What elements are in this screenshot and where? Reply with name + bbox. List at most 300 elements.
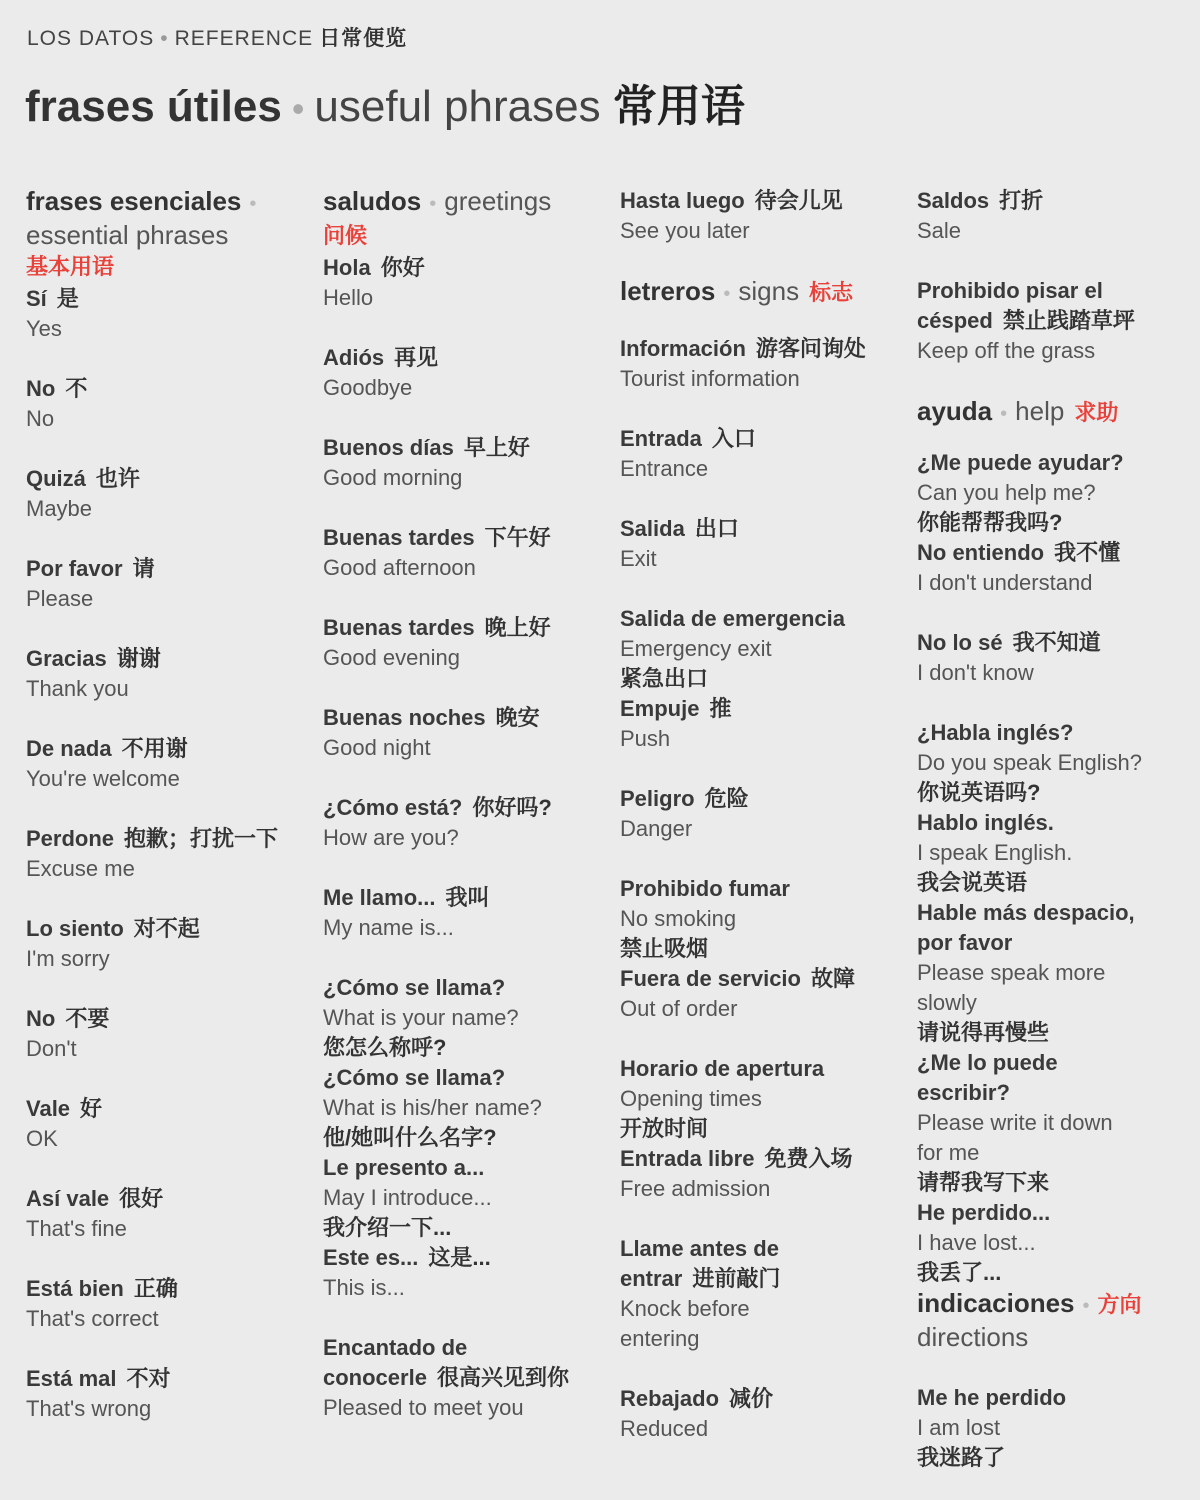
phrase-spanish: Fuera de servicio <box>620 966 801 991</box>
phrase-english: Maybe <box>26 496 93 521</box>
phrase-spanish-line <box>917 306 1200 336</box>
phrase-english: Sale <box>917 218 962 243</box>
phrase-english: Reduced <box>620 1416 709 1441</box>
phrase-english: Emergency exit <box>620 636 772 661</box>
phrase-english: Pleased to meet you <box>323 1395 524 1420</box>
phrase-chinese: 开放时间 <box>620 1116 709 1141</box>
phrase-spanish-line <box>620 334 908 364</box>
phrase-spanish: Prohibido fumar <box>620 876 790 901</box>
phrase-spanish-line <box>620 784 908 814</box>
phrase-entry <box>917 1383 1200 1473</box>
phrase-spanish-line <box>26 554 314 584</box>
phrase-entry <box>620 514 908 574</box>
phrase-spanish: Hola <box>323 255 371 280</box>
phrase-english: What is your name? <box>323 1005 519 1030</box>
phrase-spanish: Hable más despacio, <box>917 900 1135 925</box>
phrase-spanish-line <box>620 186 908 216</box>
phrase-english: My name is... <box>323 915 454 940</box>
phrase-chinese: 是 <box>56 286 79 311</box>
phrase-chinese: 对不起 <box>133 916 200 941</box>
section-chinese: 方向 <box>1097 1292 1142 1317</box>
phrase-chinese: 危险 <box>704 786 749 811</box>
phrase-english: What is his/her name? <box>323 1095 542 1120</box>
phrase-english: I am lost <box>917 1415 1001 1440</box>
phrase-chinese: 进前敲门 <box>692 1266 781 1291</box>
phrase-chinese: 很高兴见到你 <box>436 1365 569 1390</box>
phrase-spanish: Información <box>620 336 746 361</box>
phrase-chinese: 我丢了... <box>917 1260 1002 1285</box>
phrase-spanish: Lo siento <box>26 916 124 941</box>
phrase-spanish: ¿Cómo se llama? <box>323 975 506 1000</box>
phrase-spanish: Buenas tardes <box>323 615 475 640</box>
phrase-english: Push <box>620 726 671 751</box>
phrase-entry <box>917 808 1200 898</box>
phrase-spanish: Saldos <box>917 188 990 213</box>
phrase-spanish: No entiendo <box>917 540 1045 565</box>
phrase-entry <box>323 1063 611 1153</box>
phrase-chinese: 我会说英语 <box>917 870 1028 895</box>
phrase-entry <box>917 1198 1200 1288</box>
header-reference: REFERENCE <box>174 27 314 50</box>
phrase-spanish: Quizá <box>26 466 86 491</box>
phrase-entry <box>26 1364 314 1424</box>
phrase-chinese: 早上好 <box>463 435 530 460</box>
phrase-spanish: Entrada <box>620 426 702 451</box>
phrase-spanish: Le presento a... <box>323 1155 485 1180</box>
phrase-entry <box>620 784 908 844</box>
section-title-line <box>917 1288 1200 1322</box>
bullet-icon: • <box>1082 1295 1090 1317</box>
phrase-spanish: No <box>26 1006 56 1031</box>
phrase-spanish: He perdido... <box>917 1200 1051 1225</box>
phrase-english: Opening times <box>620 1086 762 1111</box>
phrase-entry <box>323 523 611 583</box>
phrase-spanish-line <box>323 703 611 733</box>
phrase-entry <box>620 186 908 246</box>
phrase-spanish: ¿Me puede ayudar? <box>917 450 1124 475</box>
phrase-spanish-line <box>323 1333 611 1363</box>
phrase-english: Hello <box>323 285 374 310</box>
phrase-entry <box>917 628 1200 688</box>
phrase-spanish-line <box>620 1144 908 1174</box>
phrase-entry <box>917 898 1200 1048</box>
phrase-entry <box>620 424 908 484</box>
phrase-chinese: 请 <box>132 556 155 581</box>
phrase-spanish: Encantado de <box>323 1335 468 1360</box>
phrase-spanish: Hablo inglés. <box>917 810 1054 835</box>
phrase-english: No smoking <box>620 906 737 931</box>
phrase-entry <box>26 644 314 704</box>
phrase-entry <box>26 554 314 614</box>
phrase-chinese: 游客问询处 <box>755 336 866 361</box>
phrase-spanish-line <box>917 186 1200 216</box>
phrase-chinese: 不 <box>65 376 88 401</box>
phrase-english: I speak English. <box>917 840 1073 865</box>
section-title-line <box>917 396 1200 430</box>
phrase-chinese: 你说英语吗? <box>917 780 1041 805</box>
phrase-spanish-line <box>26 374 314 404</box>
page-title <box>25 70 745 134</box>
phrase-entry <box>26 284 314 344</box>
phrase-english: Exit <box>620 546 657 571</box>
phrase-english: Can you help me? <box>917 480 1096 505</box>
phrase-chinese: 也许 <box>95 466 140 491</box>
phrase-entry <box>620 1234 908 1354</box>
phrase-spanish-line <box>620 514 908 544</box>
column-essential-phrases <box>26 186 314 1454</box>
phrase-spanish-line <box>26 1274 314 1304</box>
phrase-spanish-line <box>917 1383 1200 1413</box>
phrase-spanish-line <box>323 613 611 643</box>
phrase-english: Keep off the grass <box>917 338 1096 363</box>
phrase-spanish: Está bien <box>26 1276 124 1301</box>
phrase-spanish-line <box>620 604 908 634</box>
phrase-spanish-line <box>26 464 314 494</box>
phrase-spanish: Entrada libre <box>620 1146 755 1171</box>
phrase-spanish-line <box>917 808 1200 838</box>
phrase-spanish-line <box>620 964 908 994</box>
phrase-spanish-line <box>917 276 1200 306</box>
phrase-spanish-line <box>323 883 611 913</box>
phrase-entry <box>917 538 1200 598</box>
phrase-chinese: 请帮我写下来 <box>917 1170 1050 1195</box>
phrase-chinese: 不用谢 <box>121 736 188 761</box>
phrase-spanish-line <box>323 523 611 553</box>
phrase-entry <box>917 1048 1200 1198</box>
phrase-english: Do you speak English? <box>917 750 1143 775</box>
section-heading <box>26 186 314 282</box>
phrase-english: Good night <box>323 735 431 760</box>
phrase-chinese: 正确 <box>133 1276 178 1301</box>
phrase-english: Don't <box>26 1036 77 1061</box>
phrase-english: See you later <box>620 218 750 243</box>
phrase-entry <box>323 703 611 763</box>
phrase-spanish: césped <box>917 308 993 333</box>
phrase-spanish: Perdone <box>26 826 115 851</box>
phrase-spanish: No <box>26 376 56 401</box>
phrase-spanish-line <box>620 1054 908 1084</box>
phrase-entry <box>323 253 611 313</box>
phrase-entry <box>620 1384 908 1444</box>
phrase-spanish: Buenas noches <box>323 705 486 730</box>
phrase-spanish: Prohibido pisar el <box>917 278 1103 303</box>
phrase-spanish: Este es... <box>323 1245 419 1270</box>
phrase-chinese: 晚上好 <box>484 615 551 640</box>
phrase-spanish: Sí <box>26 286 47 311</box>
phrase-entry <box>917 448 1200 538</box>
phrase-english: That's correct <box>26 1306 159 1331</box>
phrase-spanish-line <box>620 694 908 724</box>
phrase-entry <box>323 433 611 493</box>
phrase-spanish-line <box>323 433 611 463</box>
phrase-spanish: Buenos días <box>323 435 454 460</box>
phrase-chinese: 请说得再慢些 <box>917 1020 1050 1045</box>
phrase-entry <box>323 973 611 1063</box>
phrase-spanish-line <box>917 1078 1200 1108</box>
phrase-chinese: 禁止践踏草坪 <box>1002 308 1135 333</box>
phrase-spanish-line <box>620 874 908 904</box>
section-english: greetings <box>444 186 552 216</box>
column-signs <box>620 186 908 1474</box>
phrase-spanish: Buenas tardes <box>323 525 475 550</box>
phrase-chinese: 紧急出口 <box>620 666 709 691</box>
phrase-english: This is... <box>323 1275 405 1300</box>
phrase-chinese: 这是... <box>428 1245 491 1270</box>
phrase-spanish-line <box>323 1243 611 1273</box>
bullet-icon: • <box>429 193 437 215</box>
phrase-english: Tourist information <box>620 366 800 391</box>
phrase-chinese: 我不懂 <box>1054 540 1121 565</box>
phrase-spanish-line <box>620 1234 908 1264</box>
phrase-chinese: 晚安 <box>495 705 540 730</box>
phrase-spanish-line <box>26 644 314 674</box>
phrase-english: Goodbye <box>323 375 413 400</box>
phrase-spanish-line <box>620 1264 908 1294</box>
phrase-spanish: Me he perdido <box>917 1385 1067 1410</box>
phrase-english: OK <box>26 1126 58 1151</box>
phrase-spanish: No lo sé <box>917 630 1003 655</box>
phrase-spanish: Me llamo... <box>323 885 436 910</box>
phrase-chinese: 你好 <box>380 255 425 280</box>
phrase-spanish: Salida de emergencia <box>620 606 845 631</box>
phrase-chinese: 抱歉；打扰一下 <box>124 826 279 851</box>
phrase-english: slowly <box>917 990 977 1015</box>
phrase-entry <box>620 964 908 1024</box>
phrase-entry <box>26 374 314 434</box>
section-title-line <box>620 276 908 310</box>
phrase-spanish-line <box>26 1184 314 1214</box>
phrase-english: for me <box>917 1140 980 1165</box>
phrase-chinese: 很好 <box>119 1186 164 1211</box>
phrase-spanish-line <box>620 424 908 454</box>
phrase-spanish: entrar <box>620 1266 683 1291</box>
phrase-chinese: 我不知道 <box>1012 630 1101 655</box>
section-spanish: frases esenciales <box>26 186 242 216</box>
phrase-entry <box>323 793 611 853</box>
phrase-chinese: 不要 <box>65 1006 110 1031</box>
section-english: directions <box>917 1322 1029 1352</box>
phrase-spanish-line <box>917 718 1200 748</box>
phrase-spanish-line <box>917 448 1200 478</box>
phrase-spanish-line <box>26 1094 314 1124</box>
phrase-english: Please speak more <box>917 960 1106 985</box>
phrase-entry <box>323 883 611 943</box>
phrase-spanish: Rebajado <box>620 1386 720 1411</box>
phrase-spanish-line <box>620 1384 908 1414</box>
phrase-spanish: Gracias <box>26 646 107 671</box>
section-title-line <box>323 186 611 220</box>
phrase-entry <box>323 1153 611 1243</box>
phrase-chinese: 好 <box>80 1096 103 1121</box>
phrase-chinese: 入口 <box>711 426 756 451</box>
phrase-english: Thank you <box>26 676 129 701</box>
section-heading <box>917 1288 1200 1353</box>
phrase-chinese: 您怎么称呼? <box>323 1035 447 1060</box>
phrase-english: I don't know <box>917 660 1034 685</box>
section-english: help <box>1015 396 1065 426</box>
section-chinese: 问候 <box>323 223 368 248</box>
phrase-spanish: De nada <box>26 736 112 761</box>
section-chinese: 求助 <box>1074 400 1119 425</box>
phrase-entry <box>323 1243 611 1303</box>
section-chinese: 标志 <box>809 280 854 305</box>
phrase-spanish: Llame antes de <box>620 1236 779 1261</box>
phrase-english: Danger <box>620 816 693 841</box>
phrase-chinese: 你好吗? <box>472 795 552 820</box>
phrase-spanish-line <box>917 538 1200 568</box>
phrase-entry <box>26 1274 314 1334</box>
phrase-entry <box>26 1004 314 1064</box>
phrase-spanish-line <box>917 1048 1200 1078</box>
section-title-line <box>26 186 314 220</box>
phrase-spanish: Adiós <box>323 345 385 370</box>
section-heading <box>620 276 908 310</box>
phrase-spanish: Peligro <box>620 786 695 811</box>
bullet-icon: • <box>291 88 305 129</box>
phrase-chinese: 我介绍一下... <box>323 1215 452 1240</box>
section-chinese: 基本用语 <box>26 254 115 279</box>
column-help <box>917 186 1200 1473</box>
section-heading <box>323 186 611 251</box>
phrase-chinese: 减价 <box>729 1386 774 1411</box>
phrase-spanish-line <box>26 824 314 854</box>
phrase-spanish-line <box>26 914 314 944</box>
phrase-entry <box>26 914 314 974</box>
phrase-entry <box>917 276 1200 366</box>
phrase-spanish: ¿Cómo está? <box>323 795 463 820</box>
phrase-spanish-line <box>323 1363 611 1393</box>
phrase-spanish: Horario de apertura <box>620 1056 825 1081</box>
phrase-spanish: ¿Cómo se llama? <box>323 1065 506 1090</box>
phrase-entry <box>323 1333 611 1423</box>
section-spanish: letreros <box>620 276 716 306</box>
phrase-spanish: Por favor <box>26 556 123 581</box>
phrase-english: Yes <box>26 316 62 341</box>
phrase-spanish-line <box>323 343 611 373</box>
phrase-spanish-line <box>26 734 314 764</box>
phrase-entry <box>620 874 908 964</box>
phrase-spanish-line <box>323 1063 611 1093</box>
phrase-english: Good morning <box>323 465 463 490</box>
phrase-entry <box>26 734 314 794</box>
reference-header <box>27 22 407 52</box>
phrase-spanish: ¿Me lo puede <box>917 1050 1058 1075</box>
phrase-english: May I introduce... <box>323 1185 492 1210</box>
phrase-chinese: 待会儿见 <box>754 188 843 213</box>
phrase-spanish-line <box>917 928 1200 958</box>
phrase-english: You're welcome <box>26 766 180 791</box>
phrase-spanish: Hasta luego <box>620 188 745 213</box>
phrase-entry <box>620 604 908 694</box>
phrase-chinese: 打折 <box>999 188 1044 213</box>
column-greetings <box>323 186 611 1453</box>
phrase-english: No <box>26 406 55 431</box>
phrase-chinese: 谢谢 <box>116 646 161 671</box>
phrase-entry <box>620 694 908 754</box>
phrase-chinese: 故障 <box>810 966 855 991</box>
phrase-spanish-line <box>26 284 314 314</box>
phrase-entry <box>26 1094 314 1154</box>
phrase-spanish: ¿Habla inglés? <box>917 720 1074 745</box>
phrase-entry <box>917 718 1200 808</box>
section-spanish: indicaciones <box>917 1288 1075 1318</box>
bullet-icon: • <box>160 27 169 50</box>
section-spanish: saludos <box>323 186 422 216</box>
phrase-chinese: 他/她叫什么名字? <box>323 1125 497 1150</box>
title-spanish: frases útiles <box>25 82 282 131</box>
phrase-spanish-line <box>323 793 611 823</box>
phrase-spanish-line <box>323 973 611 1003</box>
phrase-chinese: 推 <box>709 696 732 721</box>
phrase-chinese: 再见 <box>394 345 439 370</box>
phrase-spanish-line <box>323 253 611 283</box>
title-chinese: 常用语 <box>612 82 745 131</box>
phrase-english: I don't understand <box>917 570 1093 595</box>
phrase-entry <box>26 464 314 524</box>
phrase-spanish-line <box>917 1198 1200 1228</box>
phrase-entry <box>917 186 1200 246</box>
phrase-english: That's fine <box>26 1216 127 1241</box>
phrase-spanish-line <box>26 1364 314 1394</box>
phrase-spanish: Está mal <box>26 1366 117 1391</box>
header-chinese: 日常便览 <box>319 27 408 50</box>
phrase-spanish-line <box>26 1004 314 1034</box>
phrase-english: How are you? <box>323 825 459 850</box>
phrase-chinese: 下午好 <box>484 525 551 550</box>
bullet-icon: • <box>723 283 731 305</box>
phrase-spanish: Empuje <box>620 696 700 721</box>
phrase-chinese: 出口 <box>694 516 739 541</box>
phrase-english: Please write it down <box>917 1110 1113 1135</box>
phrase-english: Good evening <box>323 645 460 670</box>
phrase-entry <box>620 1054 908 1144</box>
phrase-entry <box>620 1144 908 1204</box>
phrase-chinese: 我叫 <box>445 885 490 910</box>
bullet-icon: • <box>1000 403 1008 425</box>
phrase-english: Out of order <box>620 996 738 1021</box>
phrase-english: Excuse me <box>26 856 135 881</box>
phrase-english: Free admission <box>620 1176 771 1201</box>
phrase-spanish: Vale <box>26 1096 71 1121</box>
phrase-spanish: por favor <box>917 930 1013 955</box>
phrase-english: Knock before <box>620 1296 750 1321</box>
phrase-entry <box>323 613 611 673</box>
section-english: signs <box>738 276 800 306</box>
section-spanish: ayuda <box>917 396 993 426</box>
phrase-chinese: 不对 <box>126 1366 171 1391</box>
phrase-spanish: conocerle <box>323 1365 427 1390</box>
phrase-english: entering <box>620 1326 700 1351</box>
phrase-english: That's wrong <box>26 1396 152 1421</box>
phrase-spanish-line <box>917 628 1200 658</box>
phrase-english: I'm sorry <box>26 946 110 971</box>
phrase-chinese: 免费入场 <box>764 1146 853 1171</box>
phrase-english: Please <box>26 586 94 611</box>
phrase-spanish-line <box>917 898 1200 928</box>
phrase-spanish: escribir? <box>917 1080 1010 1105</box>
phrase-english: Good afternoon <box>323 555 476 580</box>
phrase-chinese: 禁止吸烟 <box>620 936 709 961</box>
phrase-english: Entrance <box>620 456 709 481</box>
bullet-icon: • <box>249 193 257 215</box>
phrase-entry <box>26 1184 314 1244</box>
section-heading <box>917 396 1200 430</box>
section-english: essential phrases <box>26 220 229 250</box>
phrase-chinese: 我迷路了 <box>917 1445 1006 1470</box>
phrase-spanish-line <box>323 1153 611 1183</box>
phrase-chinese: 你能帮帮我吗? <box>917 510 1063 535</box>
phrase-spanish: Así vale <box>26 1186 110 1211</box>
